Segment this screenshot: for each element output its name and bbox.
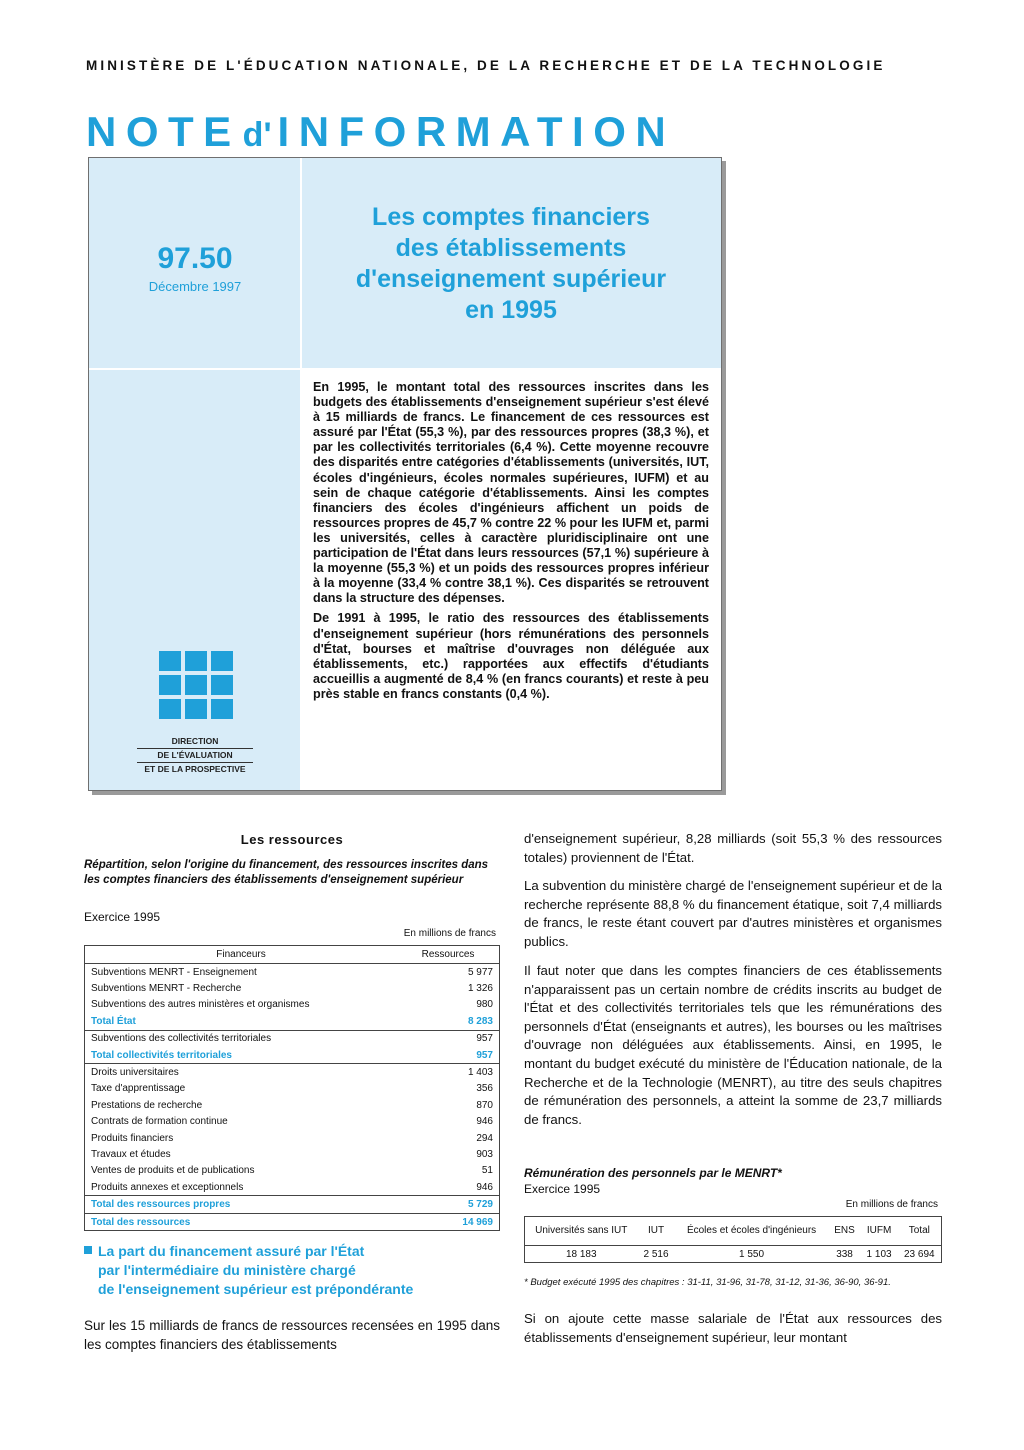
- title-line: en 1995: [465, 296, 557, 324]
- body-paragraph: Si on ajoute cette masse salariale de l'État aux ressources des établissements d'enseignement supérieur, leur montant: [524, 1311, 942, 1345]
- body-paragraph: Sur les 15 milliards de francs de ressources recensées en 1995 dans les comptes financiers des établissements: [84, 1318, 500, 1352]
- table-row: Taxe d'apprentissage 356: [91, 1083, 493, 1095]
- table-total-row: Total État 8 283: [85, 1013, 500, 1030]
- note-title: [301, 202, 721, 326]
- table-row: Produits financiers 294: [91, 1132, 493, 1144]
- table-unit: En millions de francs: [403, 928, 496, 939]
- salary-footnote: * Budget exécuté 1995 des chapitres : 31-11, 31-96, 31-78, 31-12, 31-36, 36-90, 36-91.: [524, 1277, 891, 1288]
- cover-panel: [88, 157, 722, 791]
- note-number: 97.50: [157, 242, 233, 275]
- note-date: Décembre 1997: [148, 279, 242, 294]
- table-row: Droits universitaires 1 403: [91, 1067, 493, 1079]
- direction-label: [129, 736, 261, 775]
- abstract-paragraph: En 1995, le montant total des ressources inscrites dans les budgets des établissements d'enseignement supérieur s'est élevé à 15 milliards de francs. Le financement de ces ressources est assuré par l'État (55,3 %), par des ressources propres (38,3 %), et par les collectivités territoriales (6,4 %). Cette moyenne recouvre des disparités entre catégories d'établissements (universités, IUT, écoles d'ingénieurs, écoles normales supérieures, IUFM) et au sein de chaque catégorie d'établissements. Ainsi les comptes financiers des écoles d'ingénieurs affichent un poids de ressources propres de 45,7 % contre 22 % pour les IUFM et, parmi les universités, celles à caractère pluridisciplinaire ont une participation de l'État dans leurs ressources (57,1 %) supérieure à la moyenne (55,3 %) et un poids des ressources propres inférieur à la moyenne (33,4 % contre 38,1 %). Ces disparités se retrouvent dans la structure des dépenses.: [313, 380, 709, 606]
- table-row: Subventions des autres ministères et organismes 980: [91, 999, 493, 1011]
- table-row: Prestations de recherche 870: [91, 1099, 493, 1111]
- salary-table-unit: En millions de francs: [845, 1199, 938, 1210]
- abstract: [313, 380, 709, 707]
- table-row: Ventes de produits et de publications 51: [91, 1165, 493, 1177]
- title-line: Les comptes financiers: [372, 203, 650, 231]
- panel-left-column: [89, 158, 301, 790]
- salary-header-row: Universités sans IUT IUT Écoles et écoles d'ingénieurs ENS IUFM Total: [525, 1217, 942, 1246]
- table-exercise: Exercice 1995: [84, 910, 161, 924]
- title-block: [301, 158, 721, 368]
- table-row: Contrats de formation continue 946: [91, 1116, 493, 1128]
- table-grand-total-row: Total des ressources 14 969: [85, 1213, 500, 1230]
- body-paragraph: Il faut noter que dans les comptes financiers de ces établissements n'apparaissent pas un certain nombre de crédits inscrits au budget de l'État et des collectivités territoriales tels que les rémunérations des personnels d'État (enseignants et autres), les bourses ou les maîtrises d'ouvrage non déléguées aux établissements. Ainsi, en 1995, le montant du budget exécuté du ministère de l'Éducation nationale, de la Recherche et de la Technologie (MENRT), au titre des seuls chapitres de rémunération des personnels, a atteint la somme de 23,7 milliards de francs.: [524, 963, 942, 1127]
- ministry-header: MINISTÈRE DE L'ÉDUCATION NATIONALE, DE LA RECHERCHE ET DE LA TECHNOLOGIE: [86, 58, 886, 73]
- salary-table-exercise: Exercice 1995: [524, 1182, 601, 1196]
- salary-table-caption: Rémunération des personnels par le MENRT*: [524, 1166, 782, 1180]
- section-highlight: [84, 1242, 504, 1299]
- section-title: Les ressources: [240, 832, 344, 847]
- abstract-paragraph: De 1991 à 1995, le ratio des ressources des établissements d'enseignement supérieur (hors rémunérations des personnels d'État, bourses et maîtrise d'ouvrages non déléguée aux établissements, etc.) rapportées aux effectifs d'étudiants accueillis a augmenté de 8,4 % (en francs courants) et reste à peu près stable en francs constants (0,4 %).: [313, 611, 709, 701]
- body-paragraph: La subvention du ministère chargé de l'enseignement supérieur et de la recherche représente 88,8 % du financement étatique, soit 7,4 milliards de francs, le reste étant couvert par d'autres ministères et organismes publics.: [524, 878, 942, 949]
- table-row: Subventions MENRT - Recherche 1 326: [91, 983, 493, 995]
- title-line: des établissements: [395, 234, 627, 262]
- resources-table: [84, 945, 500, 1231]
- direction-line: ET DE LA PROSPECTIVE: [144, 764, 246, 774]
- highlight-line: par l'intermédiaire du ministère chargé: [98, 1262, 356, 1278]
- dep-logo-icon: [159, 651, 233, 721]
- brand-information: INFORMATION: [277, 108, 676, 155]
- direction-line: DE L'ÉVALUATION: [157, 750, 233, 760]
- highlight-line: La part du financement assuré par l'État: [98, 1243, 365, 1259]
- table-total-row: Total des ressources propres 5 729: [85, 1196, 500, 1213]
- table-row: Subventions des collectivités territoriales 957: [91, 1033, 493, 1045]
- publication-brand: [86, 108, 675, 156]
- table-header-row: [85, 946, 500, 964]
- direction-line: DIRECTION: [171, 736, 219, 746]
- brand-d: d': [242, 116, 272, 154]
- body-paragraph: d'enseignement supérieur, 8,28 milliards (soit 55,3 % des ressources totales) proviennent de l'État.: [524, 831, 942, 865]
- brand-note: NOTE: [86, 108, 241, 155]
- col-financeurs: Financeurs: [85, 946, 398, 964]
- table-row: Subventions MENRT - Enseignement 5 977: [91, 966, 493, 978]
- table-total-row: Total collectivités territoriales 957: [85, 1047, 500, 1064]
- salary-table: [524, 1216, 942, 1263]
- highlight-line: de l'enseignement supérieur est prépondérante: [98, 1281, 414, 1297]
- salary-value-row: 18 183 2 516 1 550 338 1 103 23 694: [565, 1248, 935, 1260]
- table-row: Travaux et études 903: [91, 1148, 493, 1160]
- bullet-square-icon: [84, 1246, 92, 1254]
- col-ressources: Ressources: [397, 946, 500, 964]
- table-row: Produits annexes et exceptionnels 946: [91, 1181, 493, 1193]
- table-caption: Répartition, selon l'origine du financement, des ressources inscrites dans les comptes financiers des établissements d'enseignement supérieur: [84, 859, 489, 886]
- title-line: d'enseignement supérieur: [355, 265, 667, 293]
